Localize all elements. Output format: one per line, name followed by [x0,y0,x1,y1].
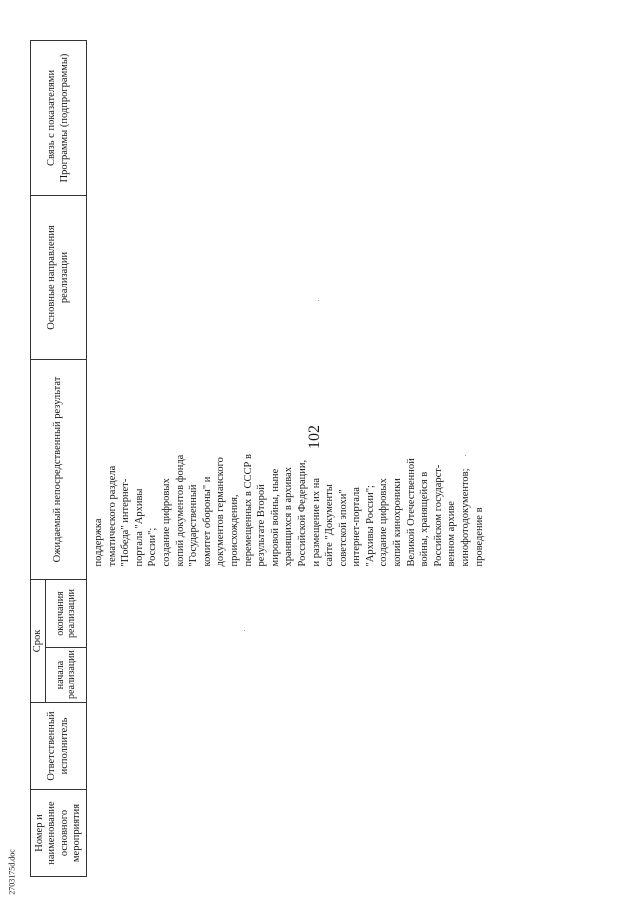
file-name: 2703175d.doc [7,849,17,895]
content-line: перемещенных в СССР в [242,454,254,567]
content-line: мировой войны, ныне [269,468,281,567]
content-line: поддержка [93,518,104,567]
content-line: копий документов фонда [174,454,186,567]
content-line: "Архивы России"; [364,485,376,567]
content-line: войны, хранящейся в [419,471,431,567]
content-line: копий кинохроники [392,478,404,567]
header-term-start: начала реализации [46,648,87,703]
content-line: Российской Федерации, [296,459,308,567]
content-line: венном архиве [446,501,458,567]
content-line: комитет обороны" и [201,476,213,567]
content-line: Российском государст- [432,464,444,567]
content-line: России"; [147,527,159,567]
directions-content-text [92,355,486,567]
content-line: Великой Отечественной [405,458,417,567]
content-line: создание цифровых [160,478,172,567]
header-executor: Ответственный исполнитель [31,703,87,790]
content-line: портала "Архивы [133,488,145,567]
content-line: и размещение их на [310,477,322,567]
header-link: Связь с показателями Программы (подпрограммы) [31,40,87,195]
content-line: документов германского [215,457,227,567]
content-line: советской эпохи" [337,489,349,567]
content-line: проведение в [473,507,485,567]
content-line: тематического раздела [106,465,118,567]
content-line: создание цифровых [378,478,390,567]
content-line: хранящихся в архивах [283,467,295,567]
content-line: интернет-портала [351,487,363,567]
header-term: Срок [31,579,46,702]
content-line: кинофотодокументов; [460,468,472,567]
content-line: происхождения, [228,494,240,567]
content-line: результате Второй [256,484,268,567]
scan-dot [318,300,319,301]
content-line: "Победа" интернет- [120,478,132,567]
scan-dot [244,630,245,631]
content-line: "Государственный [188,484,200,567]
content-line: сайте "Документы [324,484,336,567]
header-number-name: Номер и наименование основного мероприятия [31,790,87,877]
header-directions: Основные направления реализации [31,195,87,359]
page-number: 102 [306,425,323,449]
header-term-end: окончания реализации [46,579,87,647]
header-result: Ожидаемый непосредственный результат [31,359,87,579]
